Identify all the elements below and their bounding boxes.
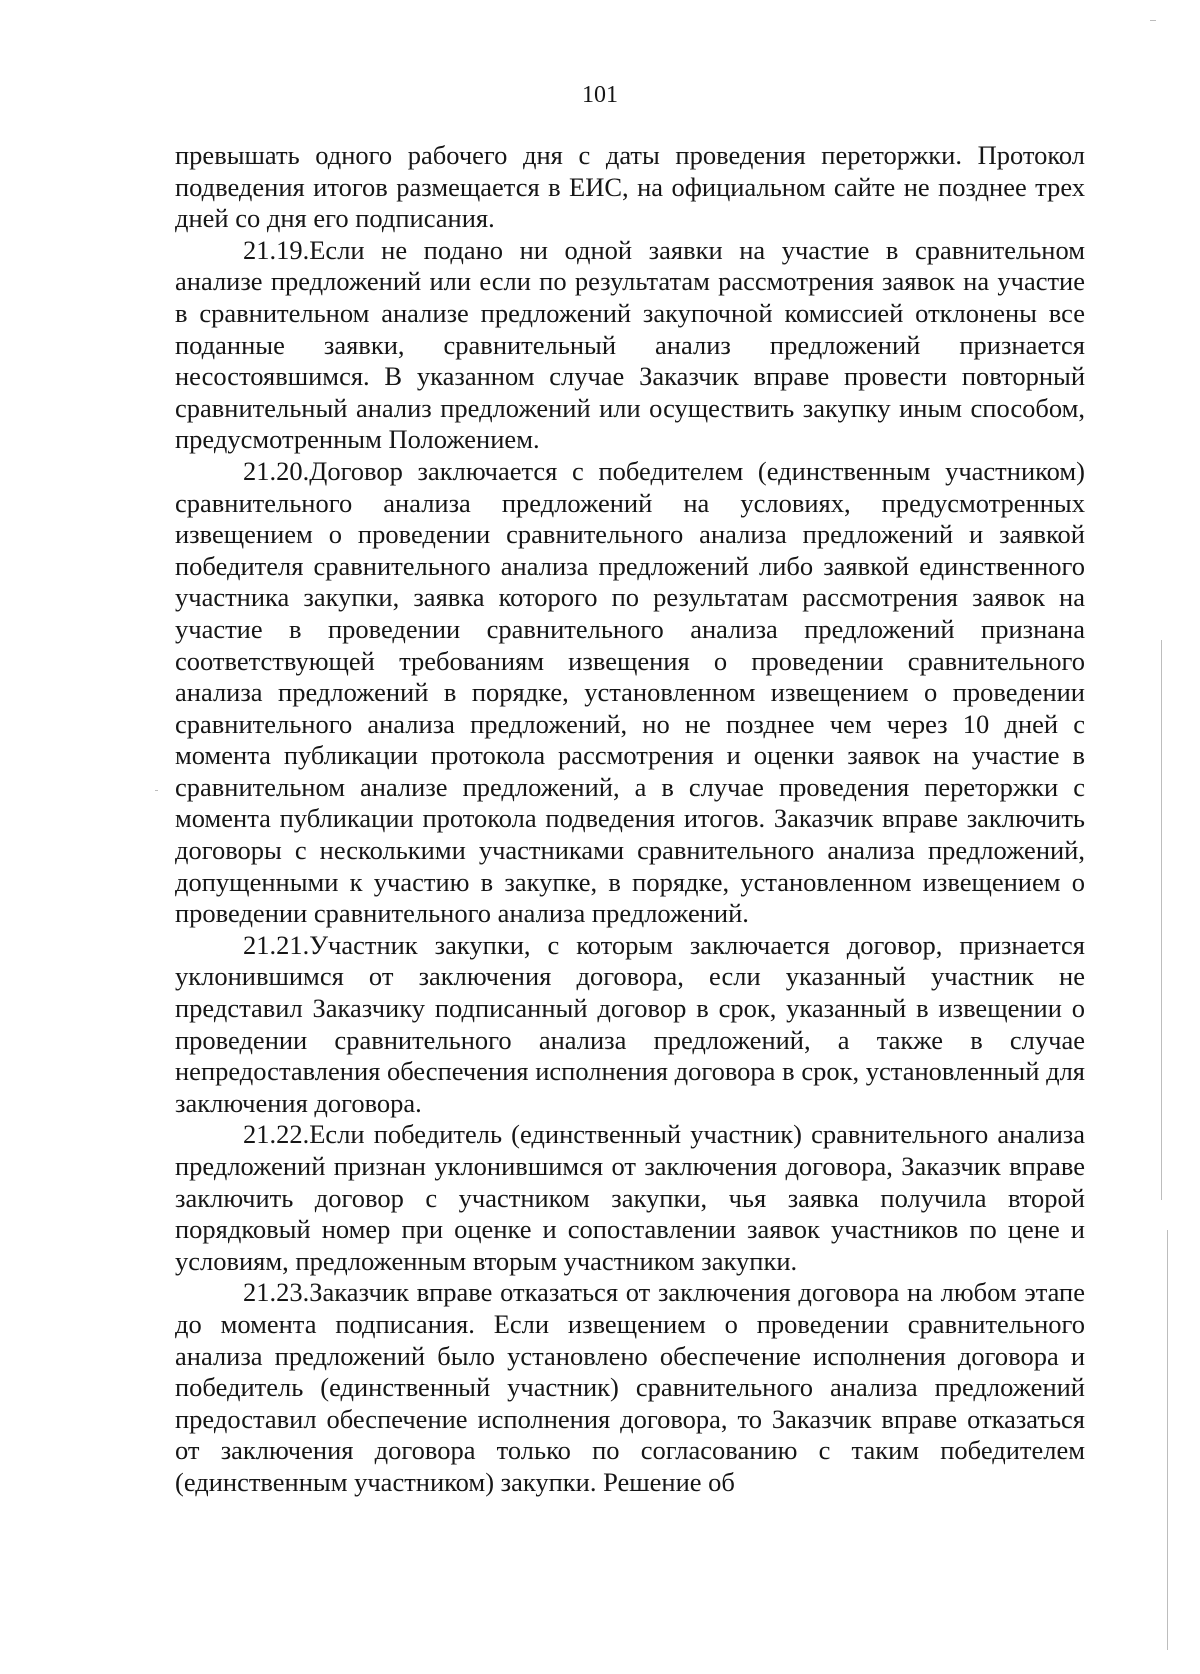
paragraph-continuation: превышать одного рабочего дня с даты проведения переторжки. Протокол подведения итогов размещается в ЕИС, на официальном сайте не позднее трех дней со дня его подписания. — [175, 140, 1085, 234]
paragraph-21-21: 21.21.Участник закупки, с которым заключается договор, признается уклонившимся от заключения договора, если указанный участник не представил Заказчику подписанный договор в срок, указанный в извещении о проведении сравнительного анализа предложений, а также в случае непредоставления обеспечения исполнения договора в срок, установленный для заключения договора. — [175, 929, 1085, 1118]
paragraph-21-20: 21.20.Договор заключается с победителем (единственным участником) сравнительного анализа предложений на условиях, предусмотренных извещением о проведении сравнительного анализа предложений и заявкой победителя сравнительного анализа предложений либо заявкой единственного участника закупки, заявка которого по результатам рассмотрения заявок на участие в проведении сравнительного анализа предложений признана соответствующей требованиям извещения о проведении сравнительного анализа предложений в порядке, установленном извещением о проведении сравнительного анализа предложений, но не позднее чем через 10 дней с момента публикации протокола рассмотрения и оценки заявок на участие в сравнительном анализе предложений, а в случае проведения переторжки с момента публикации протокола подведения итогов. Заказчик вправе заключить договоры с несколькими участниками сравнительного анализа предложений, допущенными к участию в закупке, в порядке, установленном извещением о проведении сравнительного анализа предложений. — [175, 455, 1085, 929]
scan-edge-line-lower — [1167, 1230, 1168, 1650]
scan-edge-line — [1161, 640, 1162, 1200]
document-body — [175, 140, 1085, 1499]
paragraph-21-19: 21.19.Если не подано ни одной заявки на участие в сравнительном анализе предложений или если по результатам рассмотрения заявок на участие в сравнительном анализе предложений закупочной комиссией отклонены все поданные заявки, сравнительный анализ предложений признается несостоявшимся. В указанном случае Заказчик вправе провести повторный сравнительный анализ предложений или осуществить закупку иным способом, предусмотренным Положением. — [175, 234, 1085, 455]
page-number: 101 — [582, 82, 618, 108]
scan-speck — [155, 790, 158, 791]
paragraph-21-22: 21.22.Если победитель (единственный участник) сравнительного анализа предложений признан уклонившимся от заключения договора, Заказчик вправе заключить договор с участником закупки, чья заявка получила второй порядковый номер при оценке и сопоставлении заявок участников по цене и условиям, предложенным вторым участником закупки. — [175, 1119, 1085, 1276]
scan-speck — [1150, 20, 1156, 21]
paragraph-21-23: 21.23.Заказчик вправе отказаться от заключения договора на любом этапе до момента подписания. Если извещением о проведении сравнительного анализа предложений было установлено обеспечение исполнения договора и победитель (единственный участник) сравнительного анализа предложений предоставил обеспечение исполнения договора, то Заказчик вправе отказаться от заключения договора только по согласованию с таким победителем (единственным участником) закупки. Решение об — [175, 1277, 1085, 1497]
